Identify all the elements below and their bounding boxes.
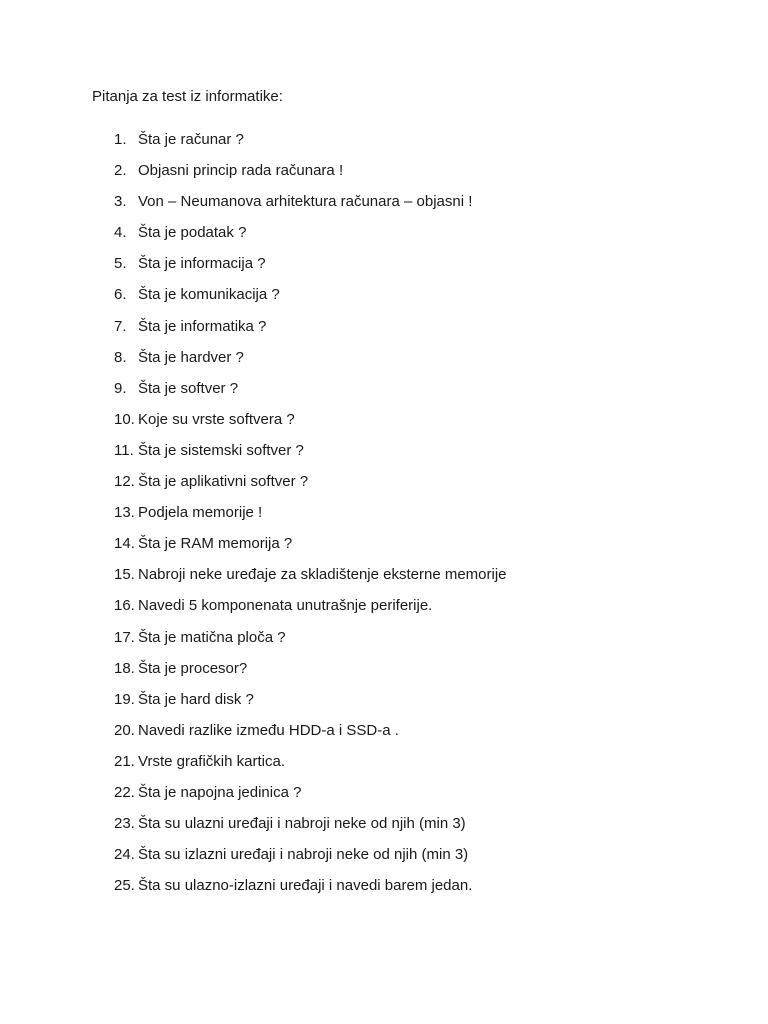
question-text: Šta su izlazni uređaji i nabroji neke od njih (min 3): [138, 846, 469, 864]
question-number: 8.: [114, 348, 127, 366]
question-text: Šta je podatak ?: [138, 224, 247, 242]
question-text: Šta je računar ?: [138, 131, 244, 148]
question-text: Šta je RAM memorija ?: [138, 535, 293, 553]
question-text: Šta su ulazno-izlazni uređaji i navedi barem jedan.: [138, 877, 473, 895]
question-number: 5.: [114, 255, 127, 273]
question-text: Šta je informacija ?: [138, 255, 266, 273]
question-text: Šta je hardver ?: [138, 348, 244, 366]
question-text: Vrste grafičkih kartica.: [138, 752, 285, 770]
question-number: 13.: [114, 504, 135, 522]
question-number: 19.: [114, 690, 135, 708]
question-number: 10.: [114, 410, 135, 428]
question-number: 3.: [114, 193, 127, 211]
document-title: Pitanja za test iz informatike:: [92, 88, 283, 105]
question-text: Šta je informatika ?: [138, 317, 267, 335]
question-number: 4.: [114, 224, 127, 242]
question-number: 14.: [114, 535, 135, 553]
question-number: 17.: [114, 628, 135, 646]
question-number: 23.: [114, 815, 135, 833]
question-text: Von – Neumanova arhitektura računara – objasni !: [138, 193, 473, 211]
question-number: 24.: [114, 846, 135, 864]
question-text: Objasni princip rada računara !: [138, 162, 344, 180]
question-text: Podjela memorije !: [138, 504, 263, 522]
question-text: Šta je hard disk ?: [138, 690, 254, 708]
question-number: 15.: [114, 566, 135, 584]
question-text: Šta je sistemski softver ?: [138, 441, 304, 459]
question-number: 1.: [114, 131, 127, 148]
question-number: 25.: [114, 877, 135, 895]
question-number: 9.: [114, 379, 127, 397]
question-number: 20.: [114, 721, 135, 739]
question-text: Šta je napojna jedinica ?: [138, 783, 302, 801]
question-text: Šta je matična ploča ?: [138, 628, 286, 646]
question-text: Navedi razlike između HDD-a i SSD-a .: [138, 721, 399, 739]
question-number: 11.: [114, 441, 134, 459]
question-number: 2.: [114, 162, 127, 180]
question-number: 22.: [114, 783, 135, 801]
question-text: Šta su ulazni uređaji i nabroji neke od njih (min 3): [138, 815, 466, 833]
question-text: Šta je softver ?: [138, 379, 239, 397]
question-number: 7.: [114, 317, 127, 335]
question-number: 18.: [114, 659, 135, 677]
question-text: Šta je procesor?: [138, 659, 248, 677]
question-number: 12.: [114, 473, 135, 491]
question-number: 21.: [114, 752, 135, 770]
question-text: Šta je komunikacija ?: [138, 286, 280, 304]
question-text: Navedi 5 komponenata unutrašnje periferije.: [138, 597, 433, 615]
question-number: 6.: [114, 286, 127, 304]
question-text: Koje su vrste softvera ?: [138, 410, 295, 428]
question-text: Nabroji neke uređaje za skladištenje eksterne memorije: [138, 566, 507, 584]
question-number: 16.: [114, 597, 135, 615]
question-text: Šta je aplikativni softver ?: [138, 473, 309, 491]
